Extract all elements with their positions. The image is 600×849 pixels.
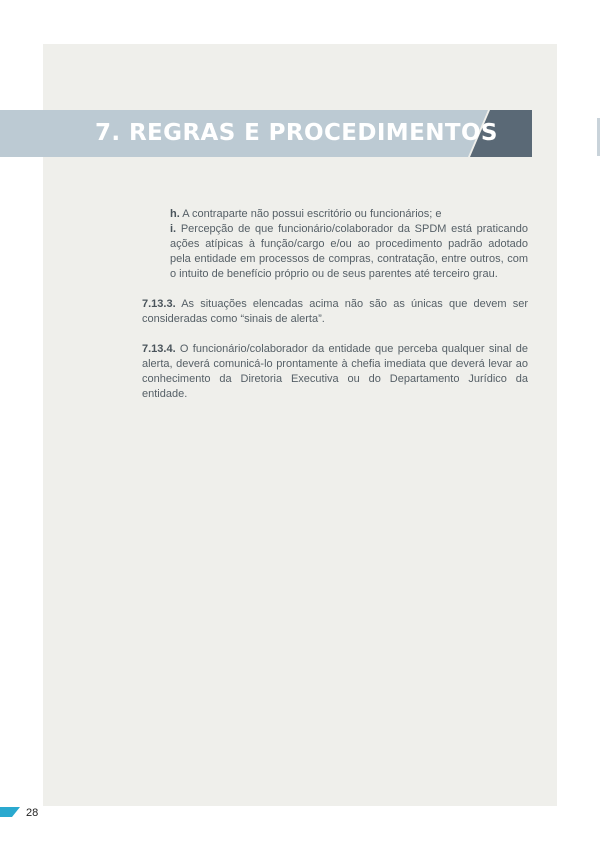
list-item-h [170, 207, 528, 222]
section-title: 7. REGRAS E PROCEDIMENTOS [95, 120, 498, 146]
list-marker-i: i. [170, 223, 177, 235]
page-sheet [43, 44, 557, 806]
page-number: 28 [26, 807, 39, 819]
spacer [142, 282, 528, 297]
list-text-i: Percepção de que funcionário/colaborador da SPDM está praticando ações atípicas à função/cargo e/ou ao procedimento padrão adotado pela entidade em processos de compras, contratação, entre outros, com o intuito de benefício próprio ou de seus parentes até terceiro grau. [170, 223, 528, 280]
section-number-7-13-4: 7.13.4. [142, 343, 176, 355]
list-item-i [170, 222, 528, 282]
footer-accent-tab [0, 807, 20, 817]
section-number-7-13-3: 7.13.3. [142, 298, 176, 310]
paragraph-7-13-4 [142, 342, 528, 402]
list-marker-h: h. [170, 208, 180, 220]
section-text-7-13-4: O funcionário/colaborador da entidade que perceba qualquer sinal de alerta, deverá comunicá-lo prontamente à chefia imediata que deverá levar ao conhecimento da Diretoria Executiva ou do Departamento Jurídico da entidade. [142, 343, 528, 400]
section-banner [0, 110, 532, 157]
list-text-h: A contraparte não possui escritório ou funcionários; e [179, 208, 442, 220]
section-text-7-13-3: As situações elencadas acima não são as únicas que devem ser consideradas como “sinais de alerta”. [142, 298, 528, 325]
spacer [142, 327, 528, 342]
document-body [142, 205, 528, 402]
paragraph-7-13-3 [142, 297, 528, 327]
